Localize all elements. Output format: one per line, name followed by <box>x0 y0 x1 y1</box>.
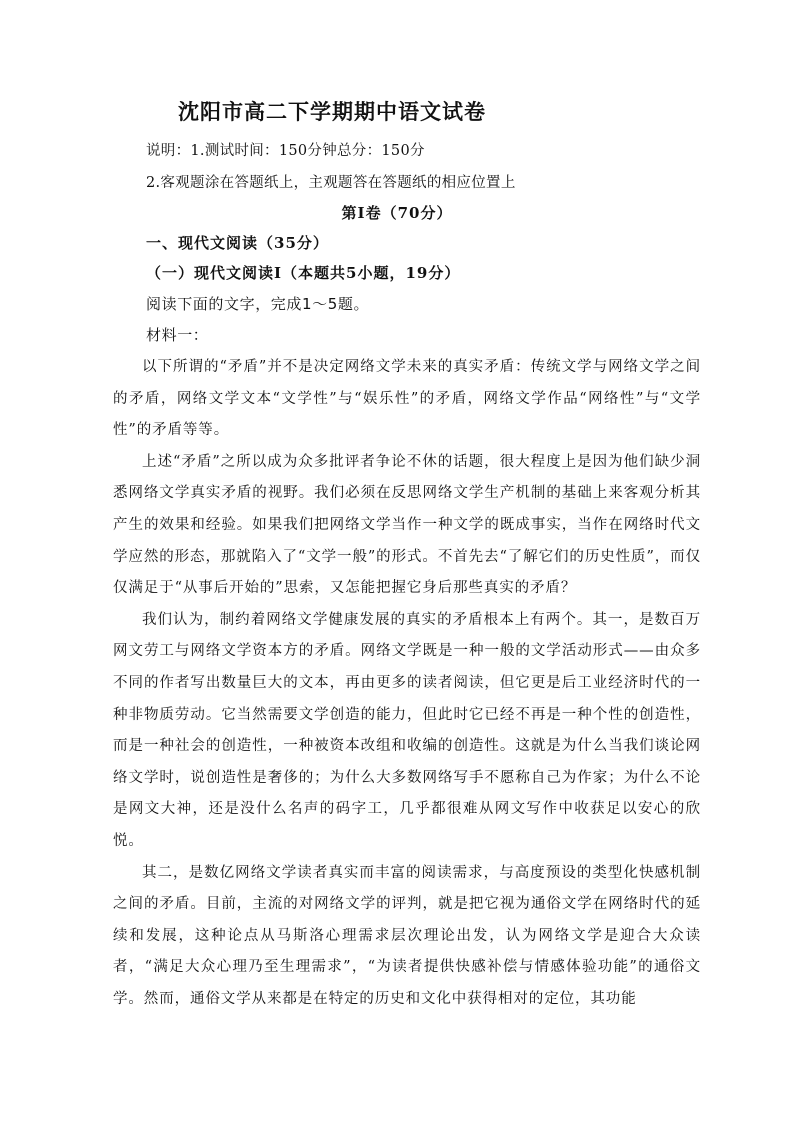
passage-paragraph: 我们认为，制约着网络文学健康发展的真实的矛盾根本上有两个。其一，是数百万网文劳工与网络文学资本方的矛盾。网络文学既是一种一般的文学活动形式——由众多不同的作者写出数量巨大的文本，再由更多的读者阅读，但它更是后工业经济时代的一种非物质劳动。它当然需要文学创造的能力，但此时它已经不再是一种个性的创造性，而是一种社会的创造性，一种被资本改组和收编的创造性。这就是为什么当我们谈论网络文学时，说创造性是奢侈的；为什么大多数网络写手不愿称自己为作家；为什么不论是网文大神，还是没什么名声的码字工，几乎都很难从网文写作中收获足以安心的欣悦。 <box>113 611 701 849</box>
exam-note-answer: 2.客观题涂在答题纸上，主观题答在答题纸的相应位置上 <box>146 175 516 191</box>
passage-paragraph: 其二，是数亿网络文学读者真实而丰富的阅读需求，与高度预设的类型化快感机制之间的矛盾。目前，主流的对网络文学的评判，就是把它视为通俗文学在网络时代的延续和发展，这种论点从马斯洛心理需求层次理论出发，认为网络文学是迎合大众读者，“满足大众心理乃至生理需求”，“为读者提供快感补偿与情感体验功能”的通俗文学。然而，通俗文学从来都是在特定的历史和文化中获得相对的定位，其功能 <box>113 864 701 1007</box>
part-heading: 第Ⅰ卷（70分） <box>341 204 453 222</box>
material-label: 材料一： <box>146 326 209 344</box>
reading-passage <box>113 352 701 1015</box>
passage-paragraph: 上述“矛盾”之所以成为众多批评者争论不休的话题，很大程度上是因为他们缺少洞悉网络文学真实矛盾的视野。我们必须在反思网络文学生产机制的基础上来客观分析其产生的效果和经验。如果我们把网络文学当作一种文学的既成事实，当作在网络时代文学应然的形态，那就陷入了“文学一般”的形式。不首先去“了解它们的历史性质”，而仅仅满足于“从事后开始的”思索，又怎能把握它身后那些真实的矛盾？ <box>113 453 701 597</box>
passage-paragraph: 以下所谓的“矛盾”并不是决定网络文学未来的真实矛盾：传统文学与网络文学之间的矛盾，网络文学文本“文学性”与“娱乐性”的矛盾，网络文学作品“网络性”与“文学性”的矛盾等等。 <box>113 359 701 439</box>
subsection-heading: （一）现代文阅读Ⅰ（本题共5小题，19分） <box>146 264 461 282</box>
exam-note-time: 说明：1.测试时间：150分钟总分：150分 <box>146 143 425 159</box>
exam-title: 沈阳市高二下学期期中语文试卷 <box>178 100 486 124</box>
section-heading: 一、现代文阅读（35分） <box>146 234 329 252</box>
reading-instruction: 阅读下面的文字，完成1～5题。 <box>146 295 370 313</box>
